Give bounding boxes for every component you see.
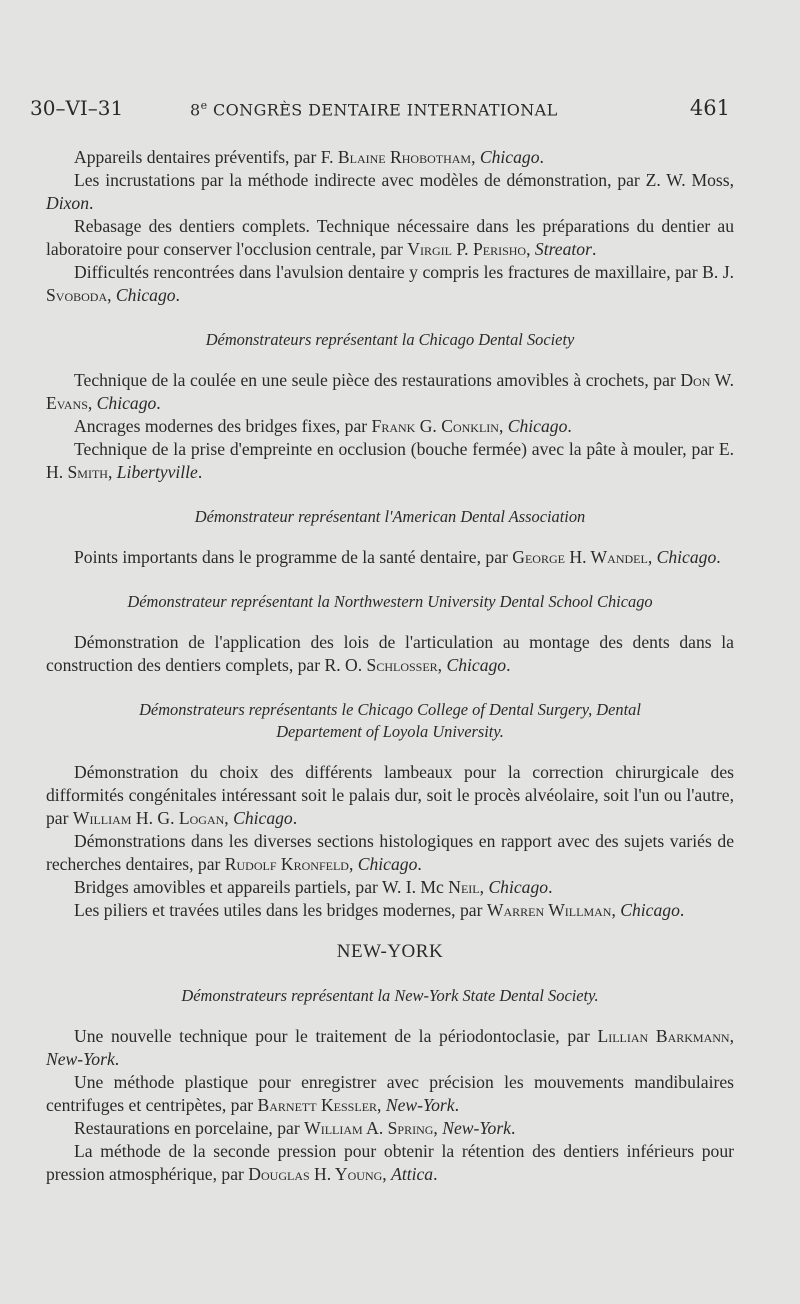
entry-paragraph	[46, 261, 734, 307]
section-heading-loyola-line1: Démonstrateurs représentants le Chicago College of Dental Surgery, Dental	[139, 700, 641, 719]
entry-title: Technique de la prise d'empreinte en occlusion (bouche fermée) avec la pâte à mouler, par E. H.	[46, 439, 734, 482]
entry-paragraph	[46, 1025, 734, 1071]
entry-end: .	[679, 900, 685, 920]
entry-paragraph	[46, 215, 734, 261]
entry-author: Neil	[448, 877, 480, 897]
entry-city: Libertyville	[116, 462, 198, 482]
entry-title: Appareils dentaires préventifs, par	[74, 147, 321, 167]
entry-end: .	[197, 462, 203, 482]
entry-end: .	[539, 147, 544, 167]
entry-title: Ancrages modernes des bridges fixes, par	[74, 416, 372, 436]
entry-end: .	[454, 1095, 459, 1115]
entry-separator: ,	[729, 1026, 734, 1046]
entry-group-6	[46, 1025, 734, 1186]
entry-separator: ,	[498, 416, 508, 436]
entry-paragraph	[46, 369, 734, 415]
entry-group-4	[46, 631, 734, 677]
header-ordinal-suffix: e	[200, 99, 208, 112]
entry-author: Lillian Barkmann	[597, 1026, 730, 1046]
entry-author: Don W. Evans	[46, 370, 734, 413]
running-header	[30, 96, 730, 126]
entry-separator: ,	[611, 900, 621, 920]
entry-author: George H. Wandel	[512, 547, 648, 567]
entry-title: Rebasage des dentiers complets. Technique nécessaire dans les préparations du dentier au laboratoire pour conserver l'occlusion centrale, par	[46, 216, 734, 259]
entry-author: F. Blaine Rhobotham	[320, 147, 472, 167]
entry-city: New-York	[46, 1049, 115, 1069]
entry-end: .	[175, 285, 180, 305]
entry-author: Smith	[67, 462, 108, 482]
entry-end: .	[716, 547, 721, 567]
entry-author: Svoboda	[46, 285, 108, 305]
entry-end: .	[591, 239, 597, 259]
entry-city: Chicago	[656, 547, 717, 567]
entry-paragraph	[46, 631, 734, 677]
entry-author: Warren Willman	[486, 900, 612, 920]
entry-separator: ,	[377, 1095, 386, 1115]
entry-author: Douglas H. Young	[248, 1164, 383, 1184]
section-heading-northwestern: Démonstrateur représentant la Northwestern University Dental School Chicago	[127, 592, 653, 611]
entry-city: New-York	[385, 1095, 455, 1115]
entry-group-3	[46, 546, 734, 569]
entry-end: .	[292, 808, 298, 828]
page-body	[46, 146, 734, 1186]
entry-author: Schlosser	[366, 655, 438, 675]
entry-separator: ,	[647, 547, 657, 567]
entry-author: Barnett Kessler	[257, 1095, 378, 1115]
entry-end: .	[548, 877, 553, 897]
entry-title: La méthode de la seconde pression pour obtenir la rétention des dentiers inférieurs pour pression atmosphérique, par	[46, 1141, 734, 1184]
entry-title: Les piliers et travées utiles dans les bridges modernes, par	[74, 900, 487, 920]
section-heading-chicago-dental-society: Démonstrateurs représentant la Chicago Dental Society	[205, 330, 575, 349]
entry-separator: ,	[437, 655, 447, 675]
entry-end: .	[433, 1164, 438, 1184]
entry-separator: ,	[107, 462, 117, 482]
entry-city: Chicago	[446, 655, 507, 675]
entry-city: Chicago	[507, 416, 568, 436]
entry-title: Les incrustations par la méthode indirecte avec modèles de démonstration, par Z. W. Moss,	[74, 170, 734, 190]
entry-title: Démonstration de l'application des lois de l'articulation au montage des dents dans la construction des dentiers complets, par R. O.	[46, 632, 734, 675]
entry-end: .	[114, 1049, 120, 1069]
entry-paragraph	[46, 415, 734, 438]
entry-title: Difficultés rencontrées dans l'avulsion dentaire y compris les fractures de maxillaire, par B. J.	[74, 262, 734, 282]
entry-end: .	[506, 655, 511, 675]
entry-city: Chicago	[620, 900, 680, 920]
entry-paragraph	[46, 876, 734, 899]
entry-title: Démonstrations dans les diverses sections histologiques en rapport avec des sujets variés de recherches dentaires, par	[46, 831, 734, 874]
header-ordinal: 8	[190, 100, 201, 120]
entry-paragraph	[46, 899, 734, 922]
entry-author: William H. G. Logan	[72, 808, 225, 828]
entry-title: Une méthode plastique pour enregistrer avec précision les mouvements mandibulaires centrifuges et centripètes, par	[46, 1072, 734, 1115]
header-title-text: CONGRÈS DENTAIRE INTERNATIONAL	[213, 100, 558, 120]
entry-separator: ,	[479, 877, 489, 897]
section-heading-loyola	[46, 699, 734, 743]
entry-separator: ,	[107, 285, 116, 305]
entry-paragraph	[46, 146, 734, 169]
entry-title: Démonstration du choix des différents lambeaux pour la correction chirurgicale des difformités congénitales intéressant soit le palais dur, soit le procès alvéolaire, soit l'un ou l'autre, par	[46, 762, 734, 828]
entry-title: Points importants dans le programme de la santé dentaire, par	[74, 547, 513, 567]
entry-separator: ,	[526, 239, 535, 259]
entry-author: Rudolf Kronfeld	[224, 854, 349, 874]
entry-title: Bridges amovibles et appareils partiels, par W. I. Mc	[74, 877, 449, 897]
entry-city: Chicago	[96, 393, 157, 413]
entry-city: New-York	[442, 1118, 511, 1138]
entry-end: .	[417, 854, 422, 874]
entry-city: Attica	[391, 1164, 434, 1184]
entry-title: Restaurations en porcelaine, par	[74, 1118, 305, 1138]
entry-separator: ,	[348, 854, 358, 874]
entry-separator: ,	[224, 808, 234, 828]
entry-paragraph	[46, 761, 734, 830]
entry-group-5	[46, 761, 734, 922]
entry-end: .	[156, 393, 161, 413]
entry-separator: ,	[471, 147, 480, 167]
entry-paragraph	[46, 1117, 734, 1140]
entry-city: Dixon	[46, 193, 89, 213]
entry-group-2	[46, 369, 734, 484]
entry-separator: ,	[87, 393, 97, 413]
entry-separator: ,	[433, 1118, 443, 1138]
section-heading-new-york-state: Démonstrateurs représentant la New-York State Dental Society.	[181, 986, 599, 1005]
header-date: 30–VI–31	[30, 96, 124, 120]
entry-paragraph	[46, 1071, 734, 1117]
entry-city: Chicago	[479, 147, 540, 167]
header-title	[190, 99, 558, 119]
entry-paragraph	[46, 830, 734, 876]
entry-title: Une nouvelle technique pour le traitement de la périodontoclasie, par	[74, 1026, 598, 1046]
entry-author: Frank G. Conklin	[371, 416, 499, 436]
entry-city: Chicago	[115, 285, 176, 305]
entry-separator: ,	[382, 1164, 392, 1184]
entry-city: Chicago	[357, 854, 418, 874]
entry-title: Technique de la coulée en une seule pièce des restaurations amovibles à crochets, par	[74, 370, 681, 390]
entry-paragraph	[46, 1140, 734, 1186]
section-heading-loyola-line2: Departement of Loyola University.	[276, 722, 504, 741]
section-heading-american-dental-association: Démonstrateur représentant l'American Dental Association	[194, 507, 586, 526]
entry-paragraph	[46, 169, 734, 215]
entry-city: Chicago	[233, 808, 293, 828]
page-number: 461	[689, 96, 730, 120]
entry-city: Streator	[534, 239, 592, 259]
entry-end: .	[567, 416, 572, 436]
entry-end: .	[510, 1118, 516, 1138]
entry-author: Virgil P. Perisho	[407, 239, 527, 259]
entry-paragraph	[46, 546, 734, 569]
entry-paragraph	[46, 438, 734, 484]
region-heading-new-york: NEW-YORK	[336, 941, 444, 962]
entry-group-1	[46, 146, 734, 307]
entry-city: Chicago	[488, 877, 549, 897]
entry-end: .	[89, 193, 94, 213]
entry-author: William A. Spring	[304, 1118, 434, 1138]
